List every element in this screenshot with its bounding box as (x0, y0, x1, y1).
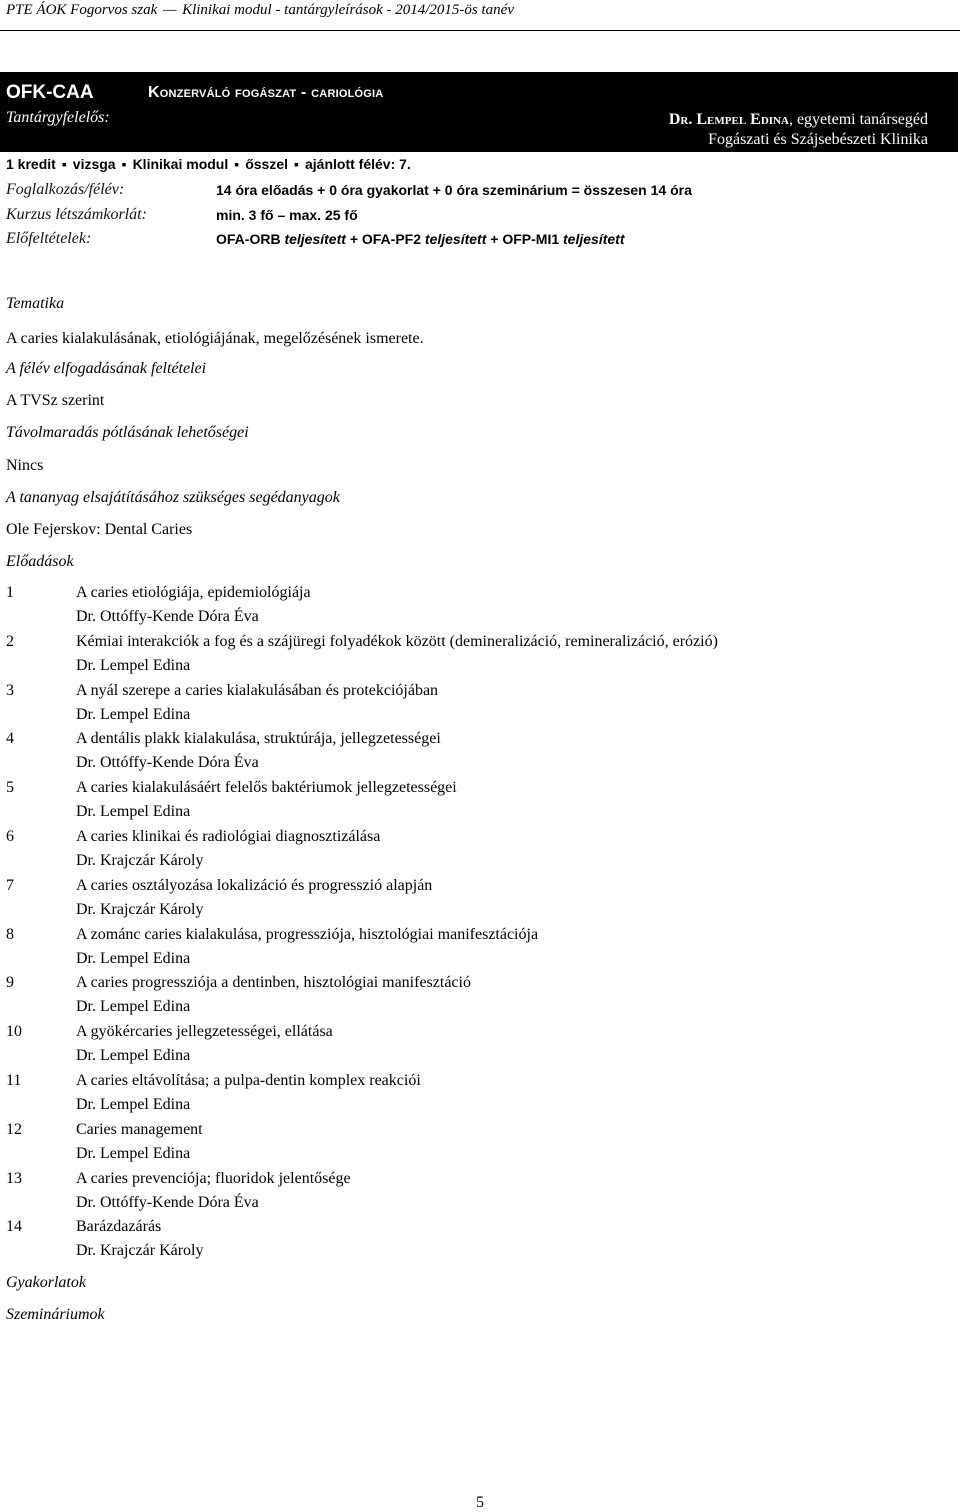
hours-label: Foglalkozás/félév: (6, 181, 125, 198)
lecture-lecturer: Dr. Lempel Edina (76, 998, 191, 1016)
lecture-number: 7 (6, 876, 14, 894)
bullet-icon: ▪ (234, 156, 240, 172)
list-item (6, 828, 946, 877)
lecture-title: A caries kialakulásáért felelős baktériumok jellegzetességei (76, 779, 457, 797)
lecture-lecturer: Dr. Ottóffy-Kende Dóra Éva (76, 754, 259, 772)
lecture-lecturer: Dr. Lempel Edina (76, 1144, 191, 1162)
prereq-status: teljesített (563, 231, 625, 247)
list-item (6, 926, 946, 975)
prereq-plus: + (349, 231, 358, 247)
lecture-lecturer: Dr. Lempel Edina (76, 705, 191, 723)
lectures-heading: Előadások (6, 553, 74, 570)
header-separator: — (163, 2, 177, 18)
hours-value: 14 óra előadás + 0 óra gyakorlat + 0 óra szeminárium = összesen 14 óra (216, 182, 692, 198)
summary-module: Klinikai modul (132, 156, 229, 172)
tematika-heading: Tematika (6, 295, 65, 312)
summary-exam: vizsga (72, 156, 116, 172)
lecture-title: A caries progressziója a dentinben, hisztológiai manifesztáció (76, 974, 471, 992)
lecture-number: 11 (6, 1071, 22, 1089)
prereq-code: OFP-MI1 (502, 231, 560, 247)
course-summary (6, 156, 411, 172)
lecture-number: 6 (6, 827, 14, 845)
summary-recommended: ajánlott félév: 7. (305, 156, 411, 172)
lecture-lecturer: Dr. Ottóffy-Kende Dóra Éva (76, 608, 259, 625)
lecture-number: 12 (6, 1120, 22, 1138)
lecture-title: A dentális plakk kialakulása, struktúrája, jellegzetességei (76, 730, 441, 748)
prereq-code: OFA-ORB (216, 231, 281, 247)
prereq-label: Előfeltételek: (6, 230, 92, 247)
responsible-clinic: Fogászati és Szájsebészeti Klinika (708, 131, 928, 148)
header-right: Klinikai modul - tantárgyleírások - 2014/2015-ös tanév (182, 2, 514, 18)
materials-heading: A tananyag elsajátításához szükséges segédanyagok (6, 489, 340, 506)
limit-value (216, 207, 358, 223)
lecture-lecturer: Dr. Lempel Edina (76, 1047, 191, 1065)
lecture-number: 10 (6, 1023, 22, 1041)
lecture-number: 13 (6, 1169, 22, 1187)
limit-dash: – (277, 207, 286, 223)
lecture-title: A gyökércaries jellegzetességei, ellátása (76, 1023, 333, 1041)
lecture-title: A caries eltávolítása; a pulpa-dentin komplex reakciói (76, 1071, 421, 1089)
lecture-number: 3 (6, 681, 14, 699)
prereq-status: teljesített (424, 231, 487, 247)
header-left: PTE ÁOK Fogorvos szak (6, 2, 158, 18)
header-rule (0, 30, 960, 31)
course-title: Konzerváló fogászat - cariológia (148, 84, 384, 101)
limit-min: min. 3 fő (216, 207, 274, 223)
seminars-heading: Szemináriumok (6, 1306, 105, 1323)
prereq-plus: + (490, 231, 499, 247)
tematika-text: A caries kialakulásának, etiológiájának, megelőzésének ismerete. (6, 330, 424, 347)
acceptance-text: A TVSz szerint (6, 392, 105, 409)
bullet-icon: ▪ (121, 156, 127, 172)
lecture-title: A caries osztályozása lokalizáció és progresszió alapján (76, 876, 433, 894)
lecture-title: Caries management (76, 1120, 203, 1138)
lecture-lecturer: Dr. Krajczár Károly (76, 1242, 204, 1260)
lecture-lecturer: Dr. Krajczár Károly (76, 851, 204, 869)
lecture-list (6, 584, 946, 1267)
list-item (6, 1072, 946, 1121)
responsible-label: Tantárgyfelelős: (6, 109, 110, 126)
lecture-lecturer: Dr. Lempel Edina (76, 803, 191, 821)
lecture-title: A caries prevenciója; fluoridok jelentősége (76, 1169, 351, 1187)
lecture-title: Kémiai interakciók a fog és a szájüregi folyadékok között (demineralizáció, remineralizáció, erózió) (76, 632, 718, 650)
responsible-role: , egyetemi tanársegéd (788, 111, 928, 128)
list-item (6, 1023, 946, 1072)
prereq-value (216, 231, 624, 247)
lecture-lecturer: Dr. Ottóffy-Kende Dóra Éva (76, 1193, 259, 1211)
list-item (6, 682, 946, 731)
list-item (6, 877, 946, 926)
responsible-person (669, 111, 928, 129)
limit-label: Kurzus létszámkorlát: (6, 206, 147, 223)
list-item (6, 1170, 946, 1219)
lecture-number: 2 (6, 632, 14, 650)
practicals-heading: Gyakorlatok (6, 1274, 86, 1291)
lecture-title: A nyál szerepe a caries kialakulásában és protekciójában (76, 681, 439, 699)
lecture-title: A caries etiológiája, epidemiológiája (76, 584, 311, 601)
prereq-status: teljesített (284, 231, 346, 247)
list-item (6, 1121, 946, 1170)
lecture-lecturer: Dr. Krajczár Károly (76, 900, 204, 918)
materials-text: Ole Fejerskov: Dental Caries (6, 521, 193, 538)
bullet-icon: ▪ (294, 156, 299, 172)
lecture-number: 4 (6, 730, 14, 748)
lecture-number: 1 (6, 584, 14, 601)
lecture-title: A zománc caries kialakulása, progressziója, hisztológiai manifesztációja (76, 925, 539, 943)
responsible-name: Dr. Lempel Edina (668, 111, 789, 128)
list-item (6, 974, 946, 1023)
list-item (6, 779, 946, 828)
absence-text: Nincs (6, 457, 44, 474)
lecture-lecturer: Dr. Lempel Edina (76, 1095, 191, 1113)
lecture-title: A caries klinikai és radiológiai diagnosztizálása (76, 827, 381, 845)
lecture-number: 5 (6, 779, 14, 797)
course-code: OFK-CAA (6, 82, 94, 103)
list-item (6, 633, 946, 682)
lecture-lecturer: Dr. Lempel Edina (76, 656, 191, 674)
summary-semester: ősszel (245, 156, 289, 172)
running-header (6, 2, 514, 19)
course-header-box (0, 72, 958, 152)
absence-heading: Távolmaradás pótlásának lehetőségei (6, 424, 249, 441)
bullet-icon: ▪ (61, 156, 67, 172)
list-item (6, 584, 946, 633)
list-item (6, 1218, 946, 1267)
acceptance-heading: A félév elfogadásának feltételei (6, 360, 207, 377)
lecture-number: 14 (6, 1218, 22, 1236)
list-item (6, 730, 946, 779)
lecture-number: 8 (6, 925, 14, 943)
lecture-title: Barázdazárás (76, 1218, 162, 1236)
lecture-number: 9 (6, 974, 14, 992)
page-number: 5 (476, 1494, 484, 1511)
lecture-lecturer: Dr. Lempel Edina (76, 949, 191, 967)
summary-credit: 1 kredit (6, 156, 56, 172)
prereq-code: OFA-PF2 (361, 231, 422, 247)
limit-max: max. 25 fő (289, 207, 358, 223)
